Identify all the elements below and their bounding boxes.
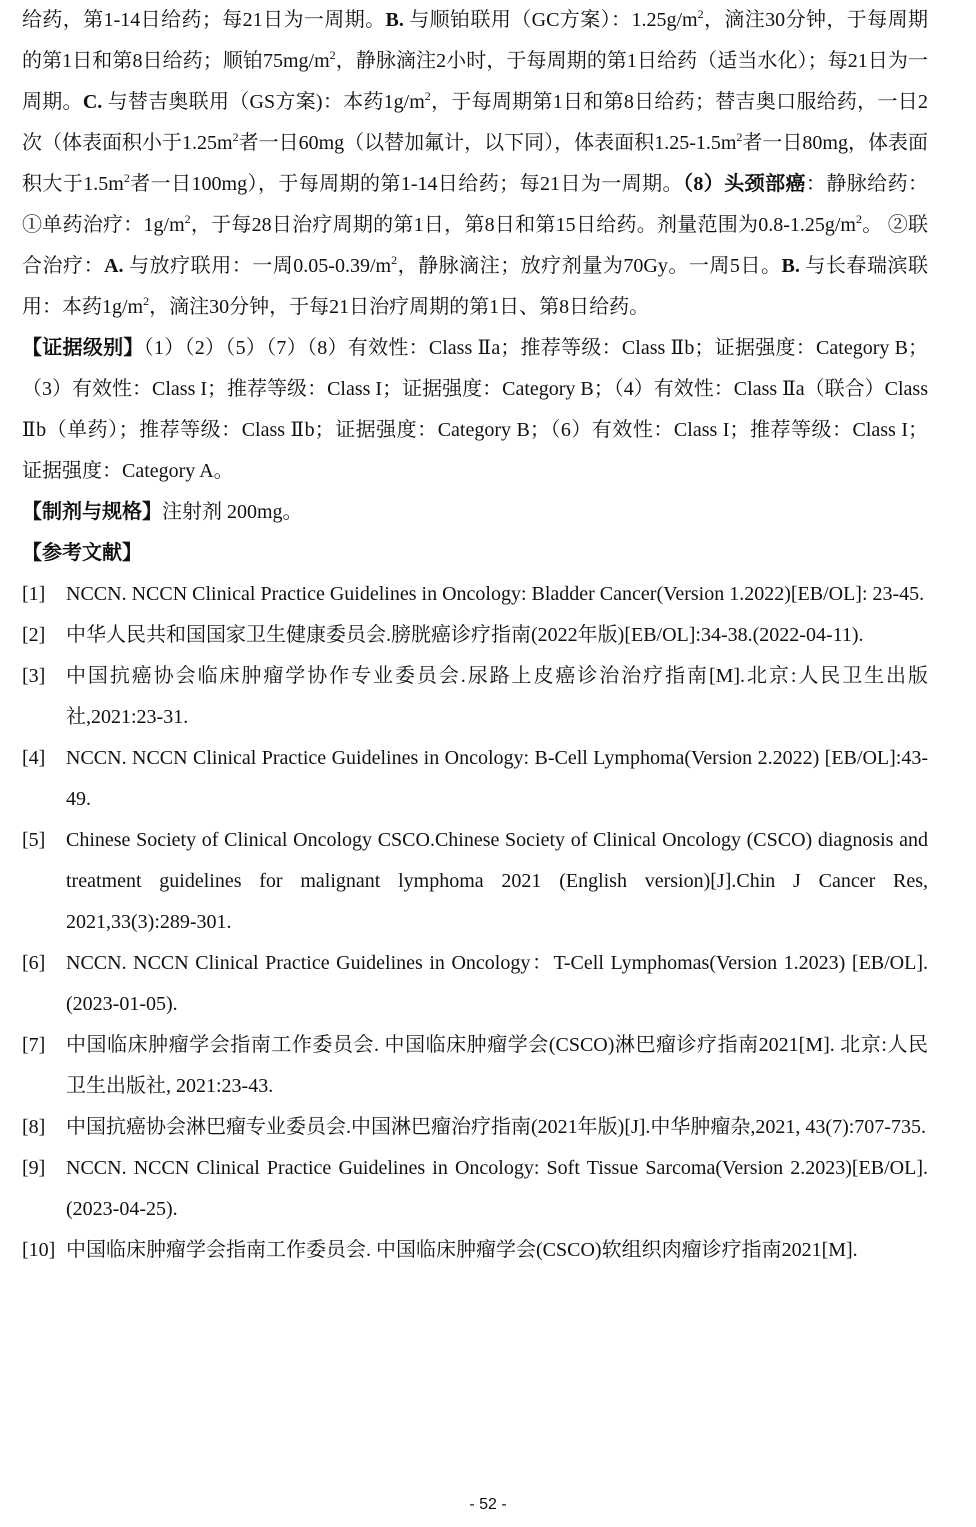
reference-text: 中国抗癌协会临床肿瘤学协作专业委员会.尿路上皮癌诊治治疗指南[M].北京:人民卫生出版社,2021:23-31. — [66, 665, 928, 728]
reference-item — [22, 574, 928, 615]
evidence-paragraph — [22, 328, 928, 492]
text-run: 给药，第1-14日给药；每21日为一周期。 — [22, 9, 386, 31]
superscript: 2 — [697, 7, 704, 21]
reference-list — [22, 574, 928, 1271]
item-label: B. — [385, 9, 404, 31]
superscript: 2 — [855, 212, 862, 226]
item-label: B. — [781, 255, 800, 277]
item-label: A. — [104, 255, 124, 277]
text-run: 与顺铂联用（GC方案）：1.25g/m — [403, 9, 698, 31]
superscript: 2 — [391, 253, 398, 267]
reference-number: [1] — [22, 583, 46, 605]
reference-number: [2] — [22, 624, 46, 646]
text-run: ，静脉滴注；放疗剂量为70Gy。一周5日。 — [397, 255, 782, 277]
reference-text: 中国临床肿瘤学会指南工作委员会. 中国临床肿瘤学会(CSCO)淋巴瘤诊疗指南2021[M]. 北京:人民卫生出版社, 2021:23-43. — [66, 1034, 928, 1097]
superscript: 2 — [736, 130, 743, 144]
text-run: ，滴注30分钟，于每21日治疗周期的第1日、第8日给药。 — [149, 296, 650, 318]
superscript: 2 — [143, 294, 150, 308]
text-run: 者一日100mg），于每周期的第1-14日给药；每21日为一周期。 — [129, 173, 683, 195]
item-label: C. — [82, 91, 103, 113]
evidence-heading: 【证据级别】 — [22, 337, 144, 359]
text-run: ，滴注30分钟，于每周期的第1日和第8日给药；顺铂75mg/m — [22, 9, 928, 72]
text-run: 者一日60mg（以替加氟计，以下同），体表面积1.25-1.5m — [238, 132, 737, 154]
text-run: ，于每周期第1日和第8日给药；替吉奥口服给药，一日2次（体表面积小于1.25m — [22, 91, 929, 154]
reference-number: [6] — [22, 952, 46, 974]
reference-number: [10] — [22, 1239, 56, 1261]
spec-heading: 【制剂与规格】 — [22, 501, 162, 523]
page-body — [22, 0, 928, 1271]
text-run: 与放疗联用：一周0.05-0.39/m — [123, 255, 392, 277]
reference-text: 中华人民共和国国家卫生健康委员会.膀胱癌诊疗指南(2022年版)[EB/OL]:34-38.(2022-04-11). — [66, 624, 864, 646]
text-run: ，于每28日治疗周期的第1日，第8日和第15日给药。剂量范围为0.8-1.25g/m — [190, 214, 856, 236]
reference-item — [22, 1107, 928, 1148]
references-heading: 【参考文献】 — [22, 542, 142, 564]
text-run: 者一日80mg，体表面积大于1.5m — [22, 132, 928, 195]
dosage-paragraph — [22, 0, 928, 328]
reference-number: [4] — [22, 747, 46, 769]
text-run: ，静脉滴注2小时，于每周期的第1日给药（适当水化）；每21日为一周期。 — [22, 50, 929, 113]
reference-item — [22, 615, 928, 656]
reference-number: [3] — [22, 665, 46, 687]
reference-number: [8] — [22, 1116, 46, 1138]
text-run: 。 ②联合治疗： — [22, 214, 928, 277]
reference-text: Chinese Society of Clinical Oncology CSCO.Chinese Society of Clinical Oncology (CSCO) diagnosis and treatment guidelines for malignant lymphoma 2021 (English version)[J].Chin J Cancer Res, 2021,33(3):289-301. — [66, 829, 928, 933]
superscript: 2 — [232, 130, 239, 144]
spec-text: 注射剂 200mg。 — [162, 501, 303, 523]
section-heading-head-neck: （8）头颈部癌 — [682, 173, 806, 195]
text-run: 与替吉奥联用（GS方案)：本药1g/m — [102, 91, 425, 113]
reference-item — [22, 738, 928, 820]
reference-text: NCCN. NCCN Clinical Practice Guidelines in Oncology: B-Cell Lymphoma(Version 2.2022) [EB/OL]:43-49. — [66, 747, 928, 810]
superscript: 2 — [329, 48, 336, 62]
superscript: 2 — [123, 171, 130, 185]
reference-item — [22, 943, 928, 1025]
spec-paragraph — [22, 492, 928, 533]
reference-item — [22, 1025, 928, 1107]
text-run: 与长春瑞滨联用：本药1g/m — [22, 255, 929, 318]
references-heading-line — [22, 533, 928, 574]
reference-item — [22, 1148, 928, 1230]
reference-item — [22, 820, 928, 943]
reference-text: NCCN. NCCN Clinical Practice Guidelines in Oncology：T-Cell Lymphomas(Version 1.2023) [EB/OL].(2023-01-05). — [66, 952, 928, 1015]
reference-text: 中国临床肿瘤学会指南工作委员会. 中国临床肿瘤学会(CSCO)软组织肉瘤诊疗指南2021[M]. — [66, 1239, 858, 1261]
reference-number: [9] — [22, 1157, 46, 1179]
reference-text: NCCN. NCCN Clinical Practice Guidelines in Oncology: Soft Tissue Sarcoma(Version 2.2023)[EB/OL].(2023-04-25). — [66, 1157, 928, 1220]
evidence-text: （1）（2）（5）（7）（8）有效性：Class Ⅱa；推荐等级：Class Ⅱb；证据强度：Category B；（3）有效性：Class I；推荐等级：Class I；证据强度：Category B；（4）有效性：Class Ⅱa（联合）Class Ⅱb（单药）；推荐等级：Class Ⅱb；证据强度：Category B；（6）有效性：Class I；推荐等级：Class I；证据强度：Category A。 — [22, 337, 928, 482]
superscript: 2 — [184, 212, 191, 226]
reference-text: NCCN. NCCN Clinical Practice Guidelines in Oncology: Bladder Cancer(Version 1.2022)[EB/OL]: 23-45. — [66, 583, 925, 605]
page-number: - 52 - — [469, 1496, 507, 1513]
reference-number: [7] — [22, 1034, 46, 1056]
reference-item — [22, 656, 928, 738]
reference-text: 中国抗癌协会淋巴瘤专业委员会.中国淋巴瘤治疗指南(2021年版)[J].中华肿瘤杂,2021, 43(7):707-735. — [66, 1116, 926, 1138]
superscript: 2 — [424, 89, 431, 103]
reference-number: [5] — [22, 829, 46, 851]
text-run: ：静脉给药：①单药治疗：1g/m — [22, 173, 929, 236]
reference-item — [22, 1230, 928, 1271]
